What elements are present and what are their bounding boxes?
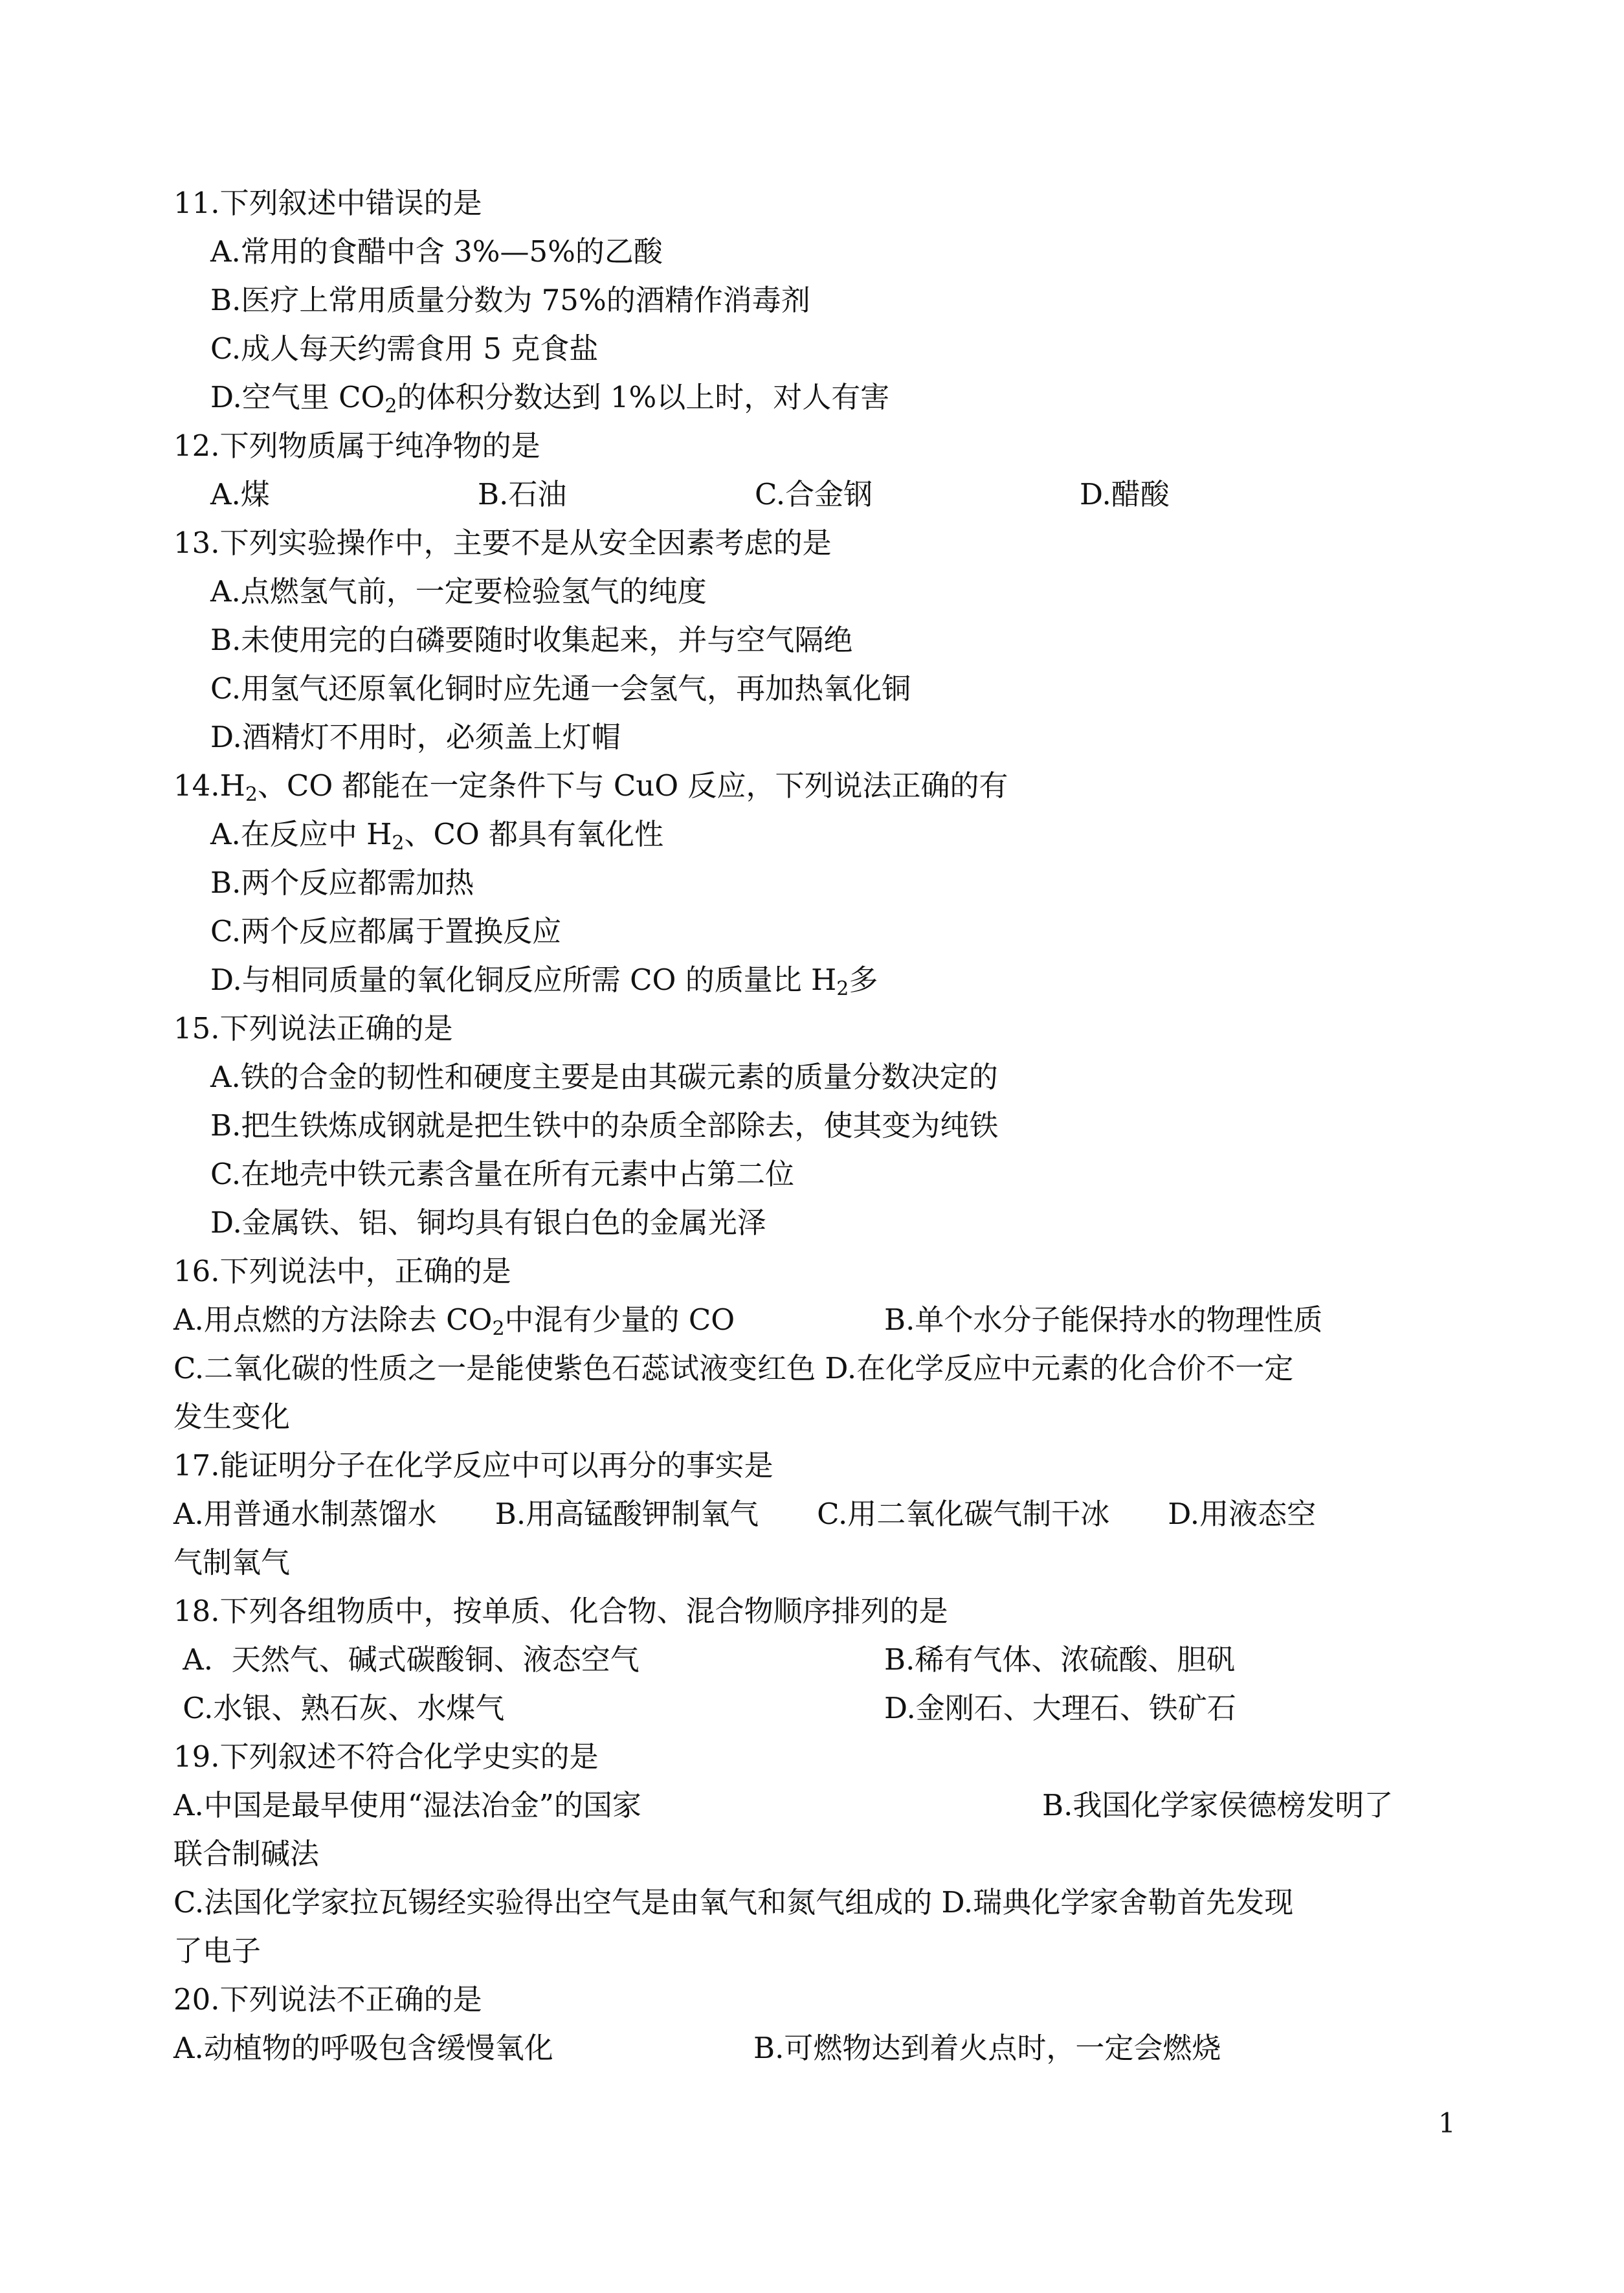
question-15-option-c: C.在地壳中铁元素含量在所有元素中占第二位	[210, 1157, 795, 1191]
question-12-option-a: A.煤	[210, 477, 270, 511]
question-14-option-b: B.两个反应都需加热	[210, 866, 474, 900]
question-16-option-d-continued: 发生变化	[173, 1400, 291, 1434]
question-13-option-b: B.未使用完的白磷要随时收集起来，并与空气隔绝	[210, 623, 853, 657]
question-17-stem: 17.能证明分子在化学反应中可以再分的事实是	[173, 1448, 773, 1482]
question-11-option-d: D.空气里 $CO_2$的体积分数达到 1%以上时，对人有害	[210, 380, 890, 418]
question-17-options-continued: 气制氧气	[173, 1545, 291, 1580]
question-11-option-b: B.医疗上常用质量分数为 75%的酒精作消毒剂	[210, 283, 810, 317]
question-15-option-d: D.金属铁、铝、铜均具有银白色的金属光泽	[210, 1205, 766, 1240]
question-19-option-a: A.中国是最早使用“湿法冶金”的国家	[173, 1788, 641, 1822]
question-16-stem: 16.下列说法中，正确的是	[173, 1254, 511, 1288]
question-16-option-a: A.用点燃的方法除去 $CO_2$中混有少量的 CO	[173, 1303, 735, 1340]
question-19-stem: 19.下列叙述不符合化学史实的是	[173, 1739, 599, 1774]
question-19-option-d-continued: 了电子	[173, 1934, 261, 1968]
question-17-options: A.用普通水制蒸馏水 B.用高锰酸钾制氧气 C.用二氧化碳气制干冰 D.用液态空	[173, 1497, 1317, 1531]
question-16-option-b: B.单个水分子能保持水的物理性质	[884, 1303, 1323, 1337]
question-14-option-c: C.两个反应都属于置换反应	[210, 914, 562, 948]
question-19-options-c-d: C.法国化学家拉瓦锡经实验得出空气是由氧气和氮气组成的 D.瑞典化学家舍勒首先发现	[173, 1885, 1294, 1919]
question-15-option-b: B.把生铁炼成钢就是把生铁中的杂质全部除去，使其变为纯铁	[210, 1108, 999, 1143]
question-13-option-a: A.点燃氢气前，一定要检验氢气的纯度	[210, 574, 707, 609]
question-11-option-a: A.常用的食醋中含 3%—5%的乙酸	[210, 234, 663, 269]
question-14-stem: $14.H_2$、CO 都能在一定条件下与 CuO 反应，下列说法正确的有	[173, 768, 1008, 806]
question-19-option-b-continued: 联合制碱法	[173, 1837, 320, 1871]
question-18-stem: 18.下列各组物质中，按单质、化合物、混合物顺序排列的是	[173, 1594, 948, 1628]
question-18-option-a: A. 天然气、碱式碳酸铜、液态空气	[173, 1642, 640, 1677]
question-11-stem: 11.下列叙述中错误的是	[173, 186, 482, 220]
question-13-option-d: D.酒精灯不用时，必须盖上灯帽	[210, 720, 621, 754]
question-16-options-c-d: C.二氧化碳的性质之一是能使紫色石蕊试液变红色 D.在化学反应中元素的化合价不一定	[173, 1351, 1294, 1385]
question-12-stem: 12.下列物质属于纯净物的是	[173, 429, 540, 463]
question-11-option-c: C.成人每天约需食用 5 克食盐	[210, 331, 599, 366]
question-13-stem: 13.下列实验操作中，主要不是从安全因素考虑的是	[173, 526, 832, 560]
question-12-option-c: C.合金钢	[755, 477, 873, 511]
question-18-option-b: B.稀有气体、浓硫酸、胆矾	[884, 1642, 1236, 1677]
question-15-stem: 15.下列说法正确的是	[173, 1011, 453, 1046]
question-18-option-c: C.水银、熟石灰、水煤气	[173, 1691, 505, 1725]
question-12-option-b: B.石油	[478, 477, 567, 511]
question-14-option-d: D.与相同质量的氧化铜反应所需 CO 的质量比 $H_2$多	[210, 963, 878, 1000]
question-13-option-c: C.用氢气还原氧化铜时应先通一会氢气，再加热氧化铜	[210, 671, 911, 706]
question-15-option-a: A.铁的合金的韧性和硬度主要是由其碳元素的质量分数决定的	[210, 1060, 998, 1094]
question-18-option-d: D.金刚石、大理石、铁矿石	[884, 1691, 1236, 1725]
question-19-option-b: B.我国化学家侯德榜发明了	[1042, 1788, 1394, 1822]
question-14-option-a: A.在反应中 $H_2$、CO 都具有氧化性	[210, 817, 664, 855]
question-20-option-a: A.动植物的呼吸包含缓慢氧化	[173, 2031, 553, 2065]
question-12-option-d: D.醋酸	[1080, 477, 1170, 511]
page-number: 1	[1438, 2107, 1456, 2139]
question-20-stem: 20.下列说法不正确的是	[173, 1982, 482, 2017]
question-20-option-b: B.可燃物达到着火点时，一定会燃烧	[753, 2031, 1221, 2065]
